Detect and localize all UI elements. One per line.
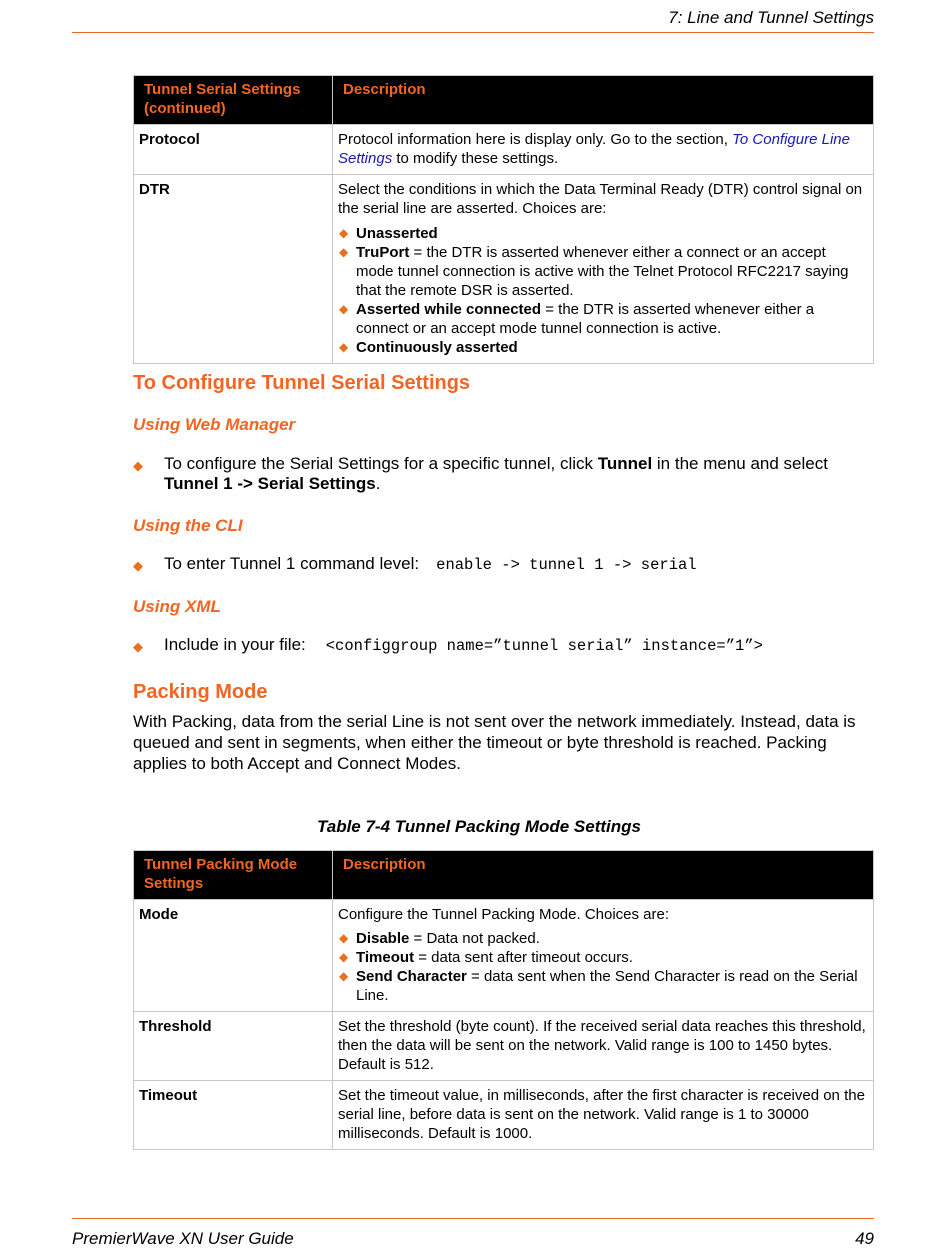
subheading-cli: Using the CLI bbox=[133, 516, 243, 535]
table-caption: Table 7-4 Tunnel Packing Mode Settings bbox=[316, 817, 641, 836]
description-text: Configure the Tunnel Packing Mode. Choices are: bbox=[338, 906, 670, 923]
tunnel-serial-settings-table bbox=[133, 75, 874, 364]
section-heading-configure: To Configure Tunnel Serial Settings bbox=[133, 372, 471, 394]
list-item bbox=[338, 243, 867, 300]
instruction-text: Include in your file: bbox=[164, 635, 306, 654]
instruction-text: in the menu and select bbox=[652, 454, 828, 473]
menu-path: Tunnel 1 -> Serial Settings bbox=[164, 474, 376, 493]
tunnel-packing-mode-table bbox=[133, 850, 874, 1150]
list-item bbox=[338, 929, 867, 948]
setting-name: Mode bbox=[134, 900, 333, 1012]
diamond-bullet-icon: ◆ bbox=[339, 302, 349, 316]
table-row bbox=[134, 900, 874, 1012]
footer-divider bbox=[72, 1218, 874, 1219]
chapter-header: 7: Line and Tunnel Settings bbox=[668, 8, 874, 27]
diamond-bullet-icon: ◆ bbox=[339, 226, 349, 240]
page-number: 49 bbox=[855, 1229, 874, 1248]
setting-description: Set the timeout value, in milliseconds, after the first character is received on the serial line, before data is sent on the network. Valid range is 1 to 30000 milliseconds. Default is 1000. bbox=[333, 1081, 874, 1150]
choice-text: = data sent after timeout occurs. bbox=[414, 949, 633, 966]
description-text: to modify these settings. bbox=[392, 150, 559, 167]
diamond-bullet-icon: ◆ bbox=[339, 245, 349, 259]
setting-name: Protocol bbox=[134, 125, 333, 175]
section-heading-packing-mode: Packing Mode bbox=[133, 681, 268, 703]
setting-description bbox=[333, 900, 874, 1012]
column-header-description: Description bbox=[333, 76, 874, 125]
column-header-setting: Tunnel Serial Settings (continued) bbox=[134, 76, 333, 125]
list-item bbox=[338, 338, 867, 357]
setting-name: DTR bbox=[134, 175, 333, 364]
choice-label: Disable bbox=[356, 930, 410, 947]
description-text: Protocol information here is display only. Go to the section, bbox=[338, 131, 733, 148]
subheading-xml: Using XML bbox=[133, 597, 221, 616]
choice-list bbox=[338, 929, 867, 1005]
column-header-setting: Tunnel Packing Mode Settings bbox=[134, 851, 333, 900]
choice-label: Asserted while connected bbox=[356, 301, 542, 318]
diamond-bullet-icon: ◆ bbox=[339, 340, 349, 354]
choice-label: TruPort bbox=[356, 244, 410, 261]
list-item bbox=[338, 300, 867, 338]
xml-snippet: <configgroup name=”tunnel serial” instance=”1”> bbox=[325, 637, 763, 655]
description-text: Select the conditions in which the Data Terminal Ready (DTR) control signal on the serial line are asserted. Choices are: bbox=[338, 181, 863, 217]
instruction-text: To configure the Serial Settings for a specific tunnel, click bbox=[164, 454, 598, 473]
diamond-bullet-icon: ◆ bbox=[133, 639, 143, 654]
packing-mode-paragraph: With Packing, data from the serial Line is not sent over the network immediately. Instead, data is queued and sent in segments, when either the timeout or byte threshold is reached. Packing applies to both Accept and Connect Modes. bbox=[133, 712, 856, 773]
instruction-text: To enter Tunnel 1 command level: bbox=[164, 554, 420, 573]
setting-description bbox=[333, 125, 874, 175]
diamond-bullet-icon: ◆ bbox=[133, 558, 143, 573]
table-row bbox=[134, 175, 874, 364]
table-header-row bbox=[134, 851, 874, 900]
diamond-bullet-icon: ◆ bbox=[339, 969, 349, 983]
choice-list bbox=[338, 224, 867, 357]
list-item bbox=[338, 224, 867, 243]
menu-name: Tunnel bbox=[597, 454, 653, 473]
configure-line-settings-link[interactable]: To Configure Line Settings bbox=[338, 131, 850, 167]
column-header-description: Description bbox=[333, 851, 874, 900]
choice-label: Timeout bbox=[356, 949, 415, 966]
diamond-bullet-icon: ◆ bbox=[339, 931, 349, 945]
choice-text: = the DTR is asserted whenever either a connect or an accept mode tunnel connection is active. bbox=[356, 301, 815, 337]
footer-document-title: PremierWave XN User Guide bbox=[72, 1229, 294, 1248]
choice-label: Send Character bbox=[356, 968, 467, 985]
diamond-bullet-icon: ◆ bbox=[339, 950, 349, 964]
cli-command: enable -> tunnel 1 -> serial bbox=[436, 556, 697, 574]
choice-label: Unasserted bbox=[356, 225, 438, 242]
table-header-row bbox=[134, 76, 874, 125]
header-divider bbox=[72, 32, 874, 33]
list-item bbox=[338, 948, 867, 967]
list-item bbox=[338, 967, 867, 1005]
setting-name: Threshold bbox=[134, 1012, 333, 1081]
subheading-web-manager: Using Web Manager bbox=[133, 415, 296, 434]
choice-label: Continuously asserted bbox=[356, 339, 518, 356]
setting-name: Timeout bbox=[134, 1081, 333, 1150]
choice-text: = data sent when the Send Character is read on the Serial Line. bbox=[356, 968, 858, 1004]
setting-description: Set the threshold (byte count). If the received serial data reaches this threshold, then the data will be sent on the network. Valid range is 100 to 1450 bytes. Default is 512. bbox=[333, 1012, 874, 1081]
table-row bbox=[134, 125, 874, 175]
table-row bbox=[134, 1012, 874, 1081]
choice-text: = the DTR is asserted whenever either a connect or an accept mode tunnel connection is active with the Telnet Protocol RFC2217 saying that the remote DSR is asserted. bbox=[356, 244, 849, 299]
diamond-bullet-icon: ◆ bbox=[133, 458, 143, 473]
choice-text: = Data not packed. bbox=[409, 930, 540, 947]
table-row bbox=[134, 1081, 874, 1150]
setting-description bbox=[333, 175, 874, 364]
instruction-text: . bbox=[375, 474, 381, 493]
